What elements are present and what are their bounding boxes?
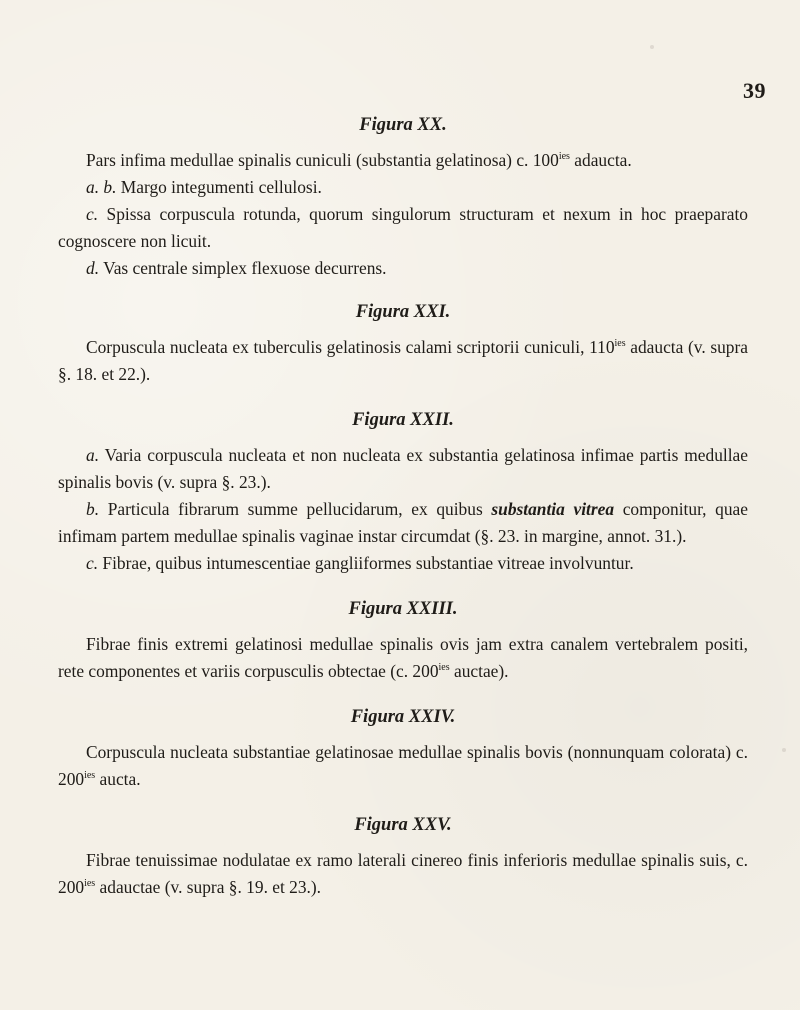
figure-xx-description-text: Pars infima medullae spinalis cuniculi (substantia gelatinosa) c. 100	[86, 150, 559, 170]
item-label: d.	[86, 258, 100, 278]
figure-xxiv-description-text: Corpuscula nucleata substantiae gelatinosae medullae spinalis bovis (nonnunquam colorata) c. 200	[58, 742, 748, 789]
item-text: Varia corpuscula nucleata et non nucleata ex substantia gelatinosa infimae partis medullae spinalis bovis (v. supra §. 23.).	[58, 445, 748, 492]
superscript: ies	[558, 151, 570, 163]
figure-xxiv-description	[58, 739, 748, 793]
item-label: c.	[86, 204, 99, 224]
figure-xxiii-description-end: auctae).	[449, 661, 509, 681]
figure-xxiii-description	[58, 631, 748, 685]
figure-xxi-description	[58, 334, 748, 388]
item-text: Spissa corpuscula rotunda, quorum singulorum structuram et nexum in hoc praeparato cognoscere non licuit.	[58, 204, 748, 251]
item-text: Vas centrale simplex flexuose decurrens.	[99, 258, 387, 278]
paper-spot	[650, 45, 654, 49]
figure-xx-title: Figura XX.	[359, 115, 447, 135]
item-label: a. b.	[86, 177, 117, 197]
item-label: c.	[86, 553, 99, 573]
figure-xx-item-ab	[58, 174, 748, 201]
figure-xx-item-c	[58, 201, 748, 255]
figure-xxi-description-text: Corpuscula nucleata ex tuberculis gelatinosis calami scriptorii cuniculi, 110	[86, 337, 615, 357]
figure-xxi-title: Figura XXI.	[355, 302, 451, 322]
figure-xxv-description-text: Fibrae tenuissimae nodulatae ex ramo laterali cinereo finis inferioris medullae spinalis suis, c. 200	[58, 850, 748, 897]
emphasized-term: substantia vitrea	[491, 499, 615, 519]
item-text: Fibrae, quibus intumescentiae gangliiformes substantiae vitreae involvuntur.	[98, 553, 634, 573]
figure-xx-description-end: adaucta.	[569, 150, 632, 170]
figure-xxii-title: Figura XXII.	[352, 410, 454, 430]
paper-spot	[782, 748, 786, 752]
superscript: ies	[84, 770, 96, 782]
item-text-continued: componitur, quae infimam partem medullae spinalis vaginae instar circumdat (§. 23. in margine, annot. 31.).	[58, 499, 748, 546]
item-label: a.	[86, 445, 100, 465]
figure-xxiii-title: Figura XXIII.	[348, 599, 458, 619]
figure-xxiii-description-text: Fibrae finis extremi gelatinosi medullae spinalis ovis jam extra canalem vertebralem positi, rete componentes et variis corpusculis obtectae (c. 200	[58, 634, 748, 681]
item-text: Margo integumenti cellulosi.	[116, 177, 322, 197]
item-label: b.	[86, 499, 100, 519]
figure-xxv-title: Figura XXV.	[354, 815, 452, 835]
superscript: ies	[84, 878, 96, 890]
superscript: ies	[614, 338, 626, 350]
superscript: ies	[438, 662, 450, 674]
page-number: 39	[743, 78, 766, 103]
figure-xxii-item-b	[58, 496, 748, 550]
figure-xxiv-title: Figura XXIV.	[350, 707, 456, 727]
figure-xxii-item-a	[58, 442, 748, 496]
figure-xxv-description-end: adauctae (v. supra §. 19. et 23.).	[95, 877, 322, 897]
figure-xxv-description	[58, 847, 748, 901]
figure-xxi-description-end: adaucta (v. supra §. 18. et 22.).	[58, 337, 748, 384]
figure-xxiv-description-end: aucta.	[95, 769, 141, 789]
figure-xxii-item-c	[58, 550, 748, 577]
page-content	[58, 112, 748, 901]
figure-xx-item-d	[58, 255, 748, 282]
item-text: Particula fibrarum summe pellucidarum, ex quibus	[99, 499, 492, 519]
figure-xx-description	[58, 147, 748, 174]
